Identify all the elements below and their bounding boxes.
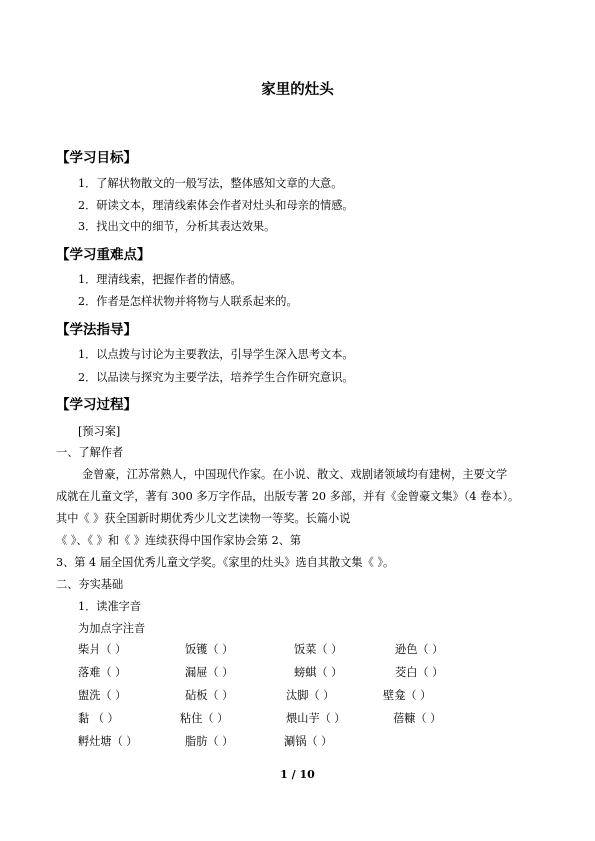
goal-item: 1．了解状物散文的一般写法，整体感知文章的大意。 (78, 177, 343, 190)
difficulty-item: 2．作者是怎样状物并将物与人联系起来的。 (78, 295, 298, 308)
pronunciation-instruction: 为加点字注音 (78, 622, 146, 635)
method-item: 1．以点拨与讨论为主要教法，引导学生深入思考文本。 (78, 348, 354, 361)
pronunciation-item: 螃蜞（ ） (294, 666, 343, 679)
pronunciation-item: 壁龛（ ） (383, 689, 432, 702)
author-paragraph-line: 3、第 4 届全国优秀儿童文学奖。《家里的灶头》选自其散文集《 》。 (56, 556, 395, 569)
pronunciation-heading: 1．读准字音 (78, 600, 142, 613)
pronunciation-item: 砧板（ ） (185, 689, 234, 702)
author-paragraph-line: 《 》、《 》和《 》连续获得中国作家协会第 2、第 (56, 534, 302, 547)
author-paragraph-line: 其中《 》获全国新时期优秀少儿文艺读物一等奖。长篇小说 (56, 512, 351, 525)
pronunciation-item: 逊色（ ） (395, 643, 444, 656)
pronunciation-item: 涮锅（ ） (284, 735, 333, 748)
author-paragraph-line: 金曾豪，江苏常熟人，中国现代作家。在小说、散文、戏剧诸领域均有建树，主要文学 (82, 468, 508, 481)
difficulty-item: 1．理清线索，把握作者的情感。 (78, 273, 242, 286)
page-indicator: 1 / 10 (280, 768, 315, 781)
pronunciation-item: 茭白（ ） (395, 666, 444, 679)
basics-heading: 二、夯实基础 (56, 578, 124, 591)
section-heading-methods: 【学法指导】 (56, 322, 137, 338)
pronunciation-item: 柴爿（ ） (78, 643, 127, 656)
author-paragraph-line: 成就在儿童文学，著有 300 多万字作品，出版专著 20 多部，并有《金曾豪文集》（4 卷本）。 (56, 490, 520, 503)
pronunciation-item: 黏 （ ） (78, 712, 119, 725)
pronunciation-item: 汰脚（ ） (286, 689, 335, 702)
pronunciation-item: 脂肪（ ） (185, 735, 234, 748)
pronunciation-item: 粘住（ ） (180, 712, 229, 725)
section-heading-difficulties: 【学习重难点】 (56, 247, 151, 263)
author-heading: 一、了解作者 (56, 446, 124, 459)
goal-item: 2．研读文本，理清线索体会作者对灶头和母亲的情感。 (78, 199, 354, 212)
pronunciation-item: 饭镬（ ） (185, 643, 234, 656)
pronunciation-item: 煨山芋（ ） (286, 712, 346, 725)
preview-label: [预习案] (78, 425, 121, 438)
document-title: 家里的灶头 (261, 82, 334, 98)
section-heading-goals: 【学习目标】 (56, 150, 137, 166)
pronunciation-item: 孵灶塘（ ） (78, 735, 138, 748)
pronunciation-item: 落难（ ） (78, 666, 127, 679)
method-item: 2．以品读与探究为主要学法，培养学生合作研究意识。 (78, 371, 354, 384)
pronunciation-item: 饭菜（ ） (294, 643, 343, 656)
pronunciation-item: 漏屉（ ） (185, 666, 234, 679)
section-heading-process: 【学习过程】 (56, 397, 137, 413)
goal-item: 3．找出文中的细节，分析其表达效果。 (78, 220, 276, 233)
pronunciation-item: 盥洗（ ） (78, 689, 127, 702)
pronunciation-item: 蓓糠（ ） (393, 712, 442, 725)
